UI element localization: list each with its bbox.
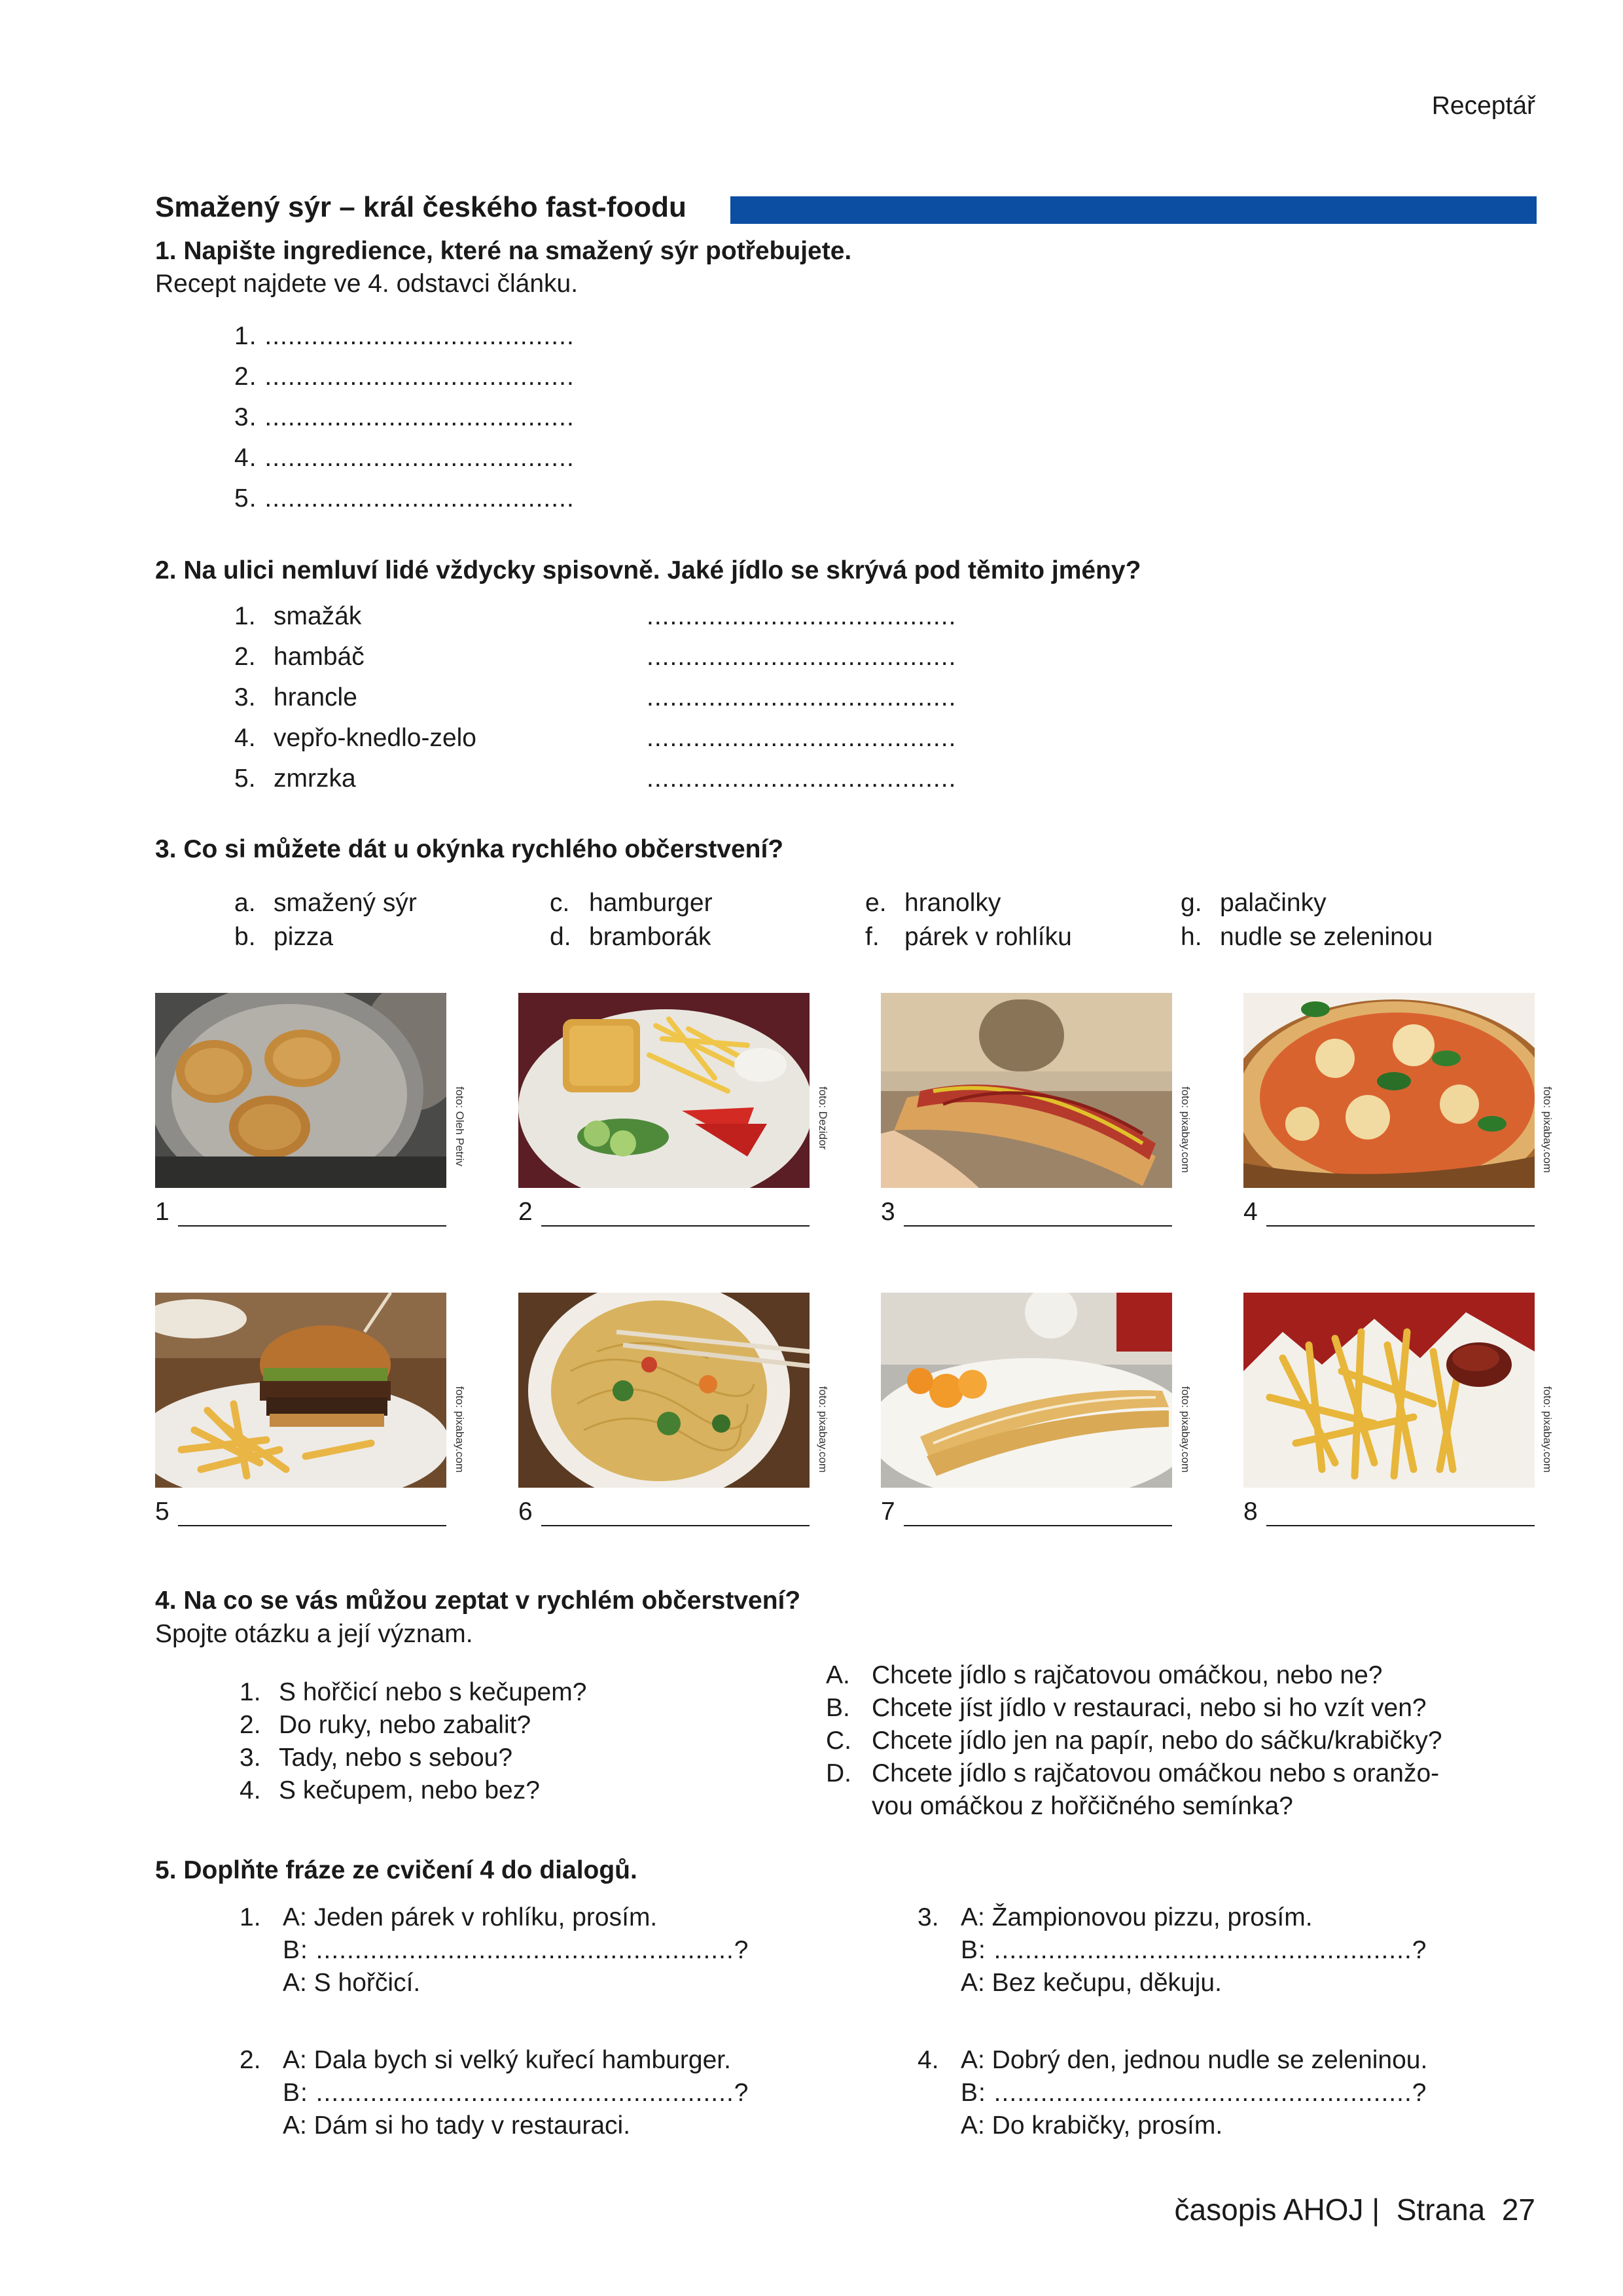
ex1-blank-line[interactable]: 2. ........................................ — [234, 363, 575, 391]
ex2-answer-blank[interactable]: ........................................ — [647, 683, 957, 711]
dialog-line-a: A: Bez kečupu, děkuju. — [961, 1969, 1222, 1997]
photo-answer-line[interactable] — [904, 1225, 1172, 1227]
ex1-blank-line[interactable]: 4. ........................................ — [234, 444, 575, 472]
ex2-item-number: 4. — [234, 724, 256, 752]
ex4-heading: 4. Na co se vás můžou zeptat v rychlém občerstvení? — [155, 1587, 801, 1615]
ex3-heading: 3. Co si můžete dát u okýnka rychlého občerstvení? — [155, 835, 784, 863]
option-text: hranolky — [904, 889, 1001, 917]
option-text: hamburger — [589, 889, 713, 917]
dialog-line-b-blank[interactable]: B: ......................................................? — [961, 2079, 1427, 2107]
option-letter: g. — [1181, 889, 1202, 917]
ex4-subheading: Spojte otázku a její význam. — [155, 1620, 473, 1648]
ex2-slang-word: hrancle — [274, 683, 357, 711]
ex2-item-number: 3. — [234, 683, 256, 711]
question-number: 4. — [240, 1776, 261, 1804]
pancakes-photo — [881, 1293, 1172, 1488]
photo-credit: foto: pixabay.com — [454, 1386, 466, 1473]
photo-answer-line[interactable] — [541, 1225, 810, 1227]
title-accent-bar — [730, 196, 1537, 224]
photo-number: 3 — [881, 1198, 895, 1226]
noodles-photo — [518, 1293, 810, 1488]
photo-answer-line[interactable] — [178, 1225, 446, 1227]
dialog-line-a: A: Dala bych si velký kuřecí hamburger. — [283, 2046, 731, 2074]
dialog-number: 3. — [918, 1903, 939, 1931]
answer-text: Chcete jíst jídlo v restauraci, nebo si ho vzít ven? — [872, 1694, 1427, 1722]
running-header: Receptář — [1431, 92, 1535, 120]
question-text: S kečupem, nebo bez? — [279, 1776, 540, 1804]
option-text: bramborák — [589, 923, 711, 951]
option-letter: e. — [865, 889, 887, 917]
dialog-line-b-blank[interactable]: B: ......................................................? — [283, 1936, 749, 1964]
ex2-answer-blank[interactable]: ........................................ — [647, 764, 957, 793]
ex2-answer-blank[interactable]: ........................................ — [647, 602, 957, 630]
page-title: Smažený sýr – král českého fast-foodu — [155, 191, 687, 223]
photo-number: 1 — [155, 1198, 169, 1226]
page-footer: časopis AHOJ | Strana 27 — [1174, 2193, 1535, 2227]
photo-answer-line[interactable] — [541, 1525, 810, 1526]
question-text: Tady, nebo s sebou? — [279, 1744, 513, 1772]
dialog-number: 1. — [240, 1903, 261, 1931]
photo-credit: foto: pixabay.com — [1179, 1386, 1192, 1473]
question-number: 2. — [240, 1711, 261, 1739]
ex2-slang-word: hambáč — [274, 643, 365, 671]
photo-credit: foto: pixabay.com — [1541, 1386, 1554, 1473]
photo-credit: foto: pixabay.com — [1179, 1086, 1192, 1173]
dialog-line-a: A: Žampionovou pizzu, prosím. — [961, 1903, 1313, 1931]
ex1-blank-line[interactable]: 1. ........................................ — [234, 322, 575, 350]
option-letter: d. — [550, 923, 571, 951]
question-number: 1. — [240, 1678, 261, 1706]
question-number: 3. — [240, 1744, 261, 1772]
option-letter: c. — [550, 889, 570, 917]
ex2-item-number: 5. — [234, 764, 256, 793]
answer-text: vou omáčkou z hořčičného semínka? — [872, 1792, 1293, 1820]
fried-cheese-photo — [518, 993, 810, 1188]
dialog-line-b-blank[interactable]: B: ......................................................? — [283, 2079, 749, 2107]
question-text: S hořčicí nebo s kečupem? — [279, 1678, 587, 1706]
option-letter: b. — [234, 923, 256, 951]
photo-credit: foto: pixabay.com — [817, 1386, 829, 1473]
photo-number: 4 — [1243, 1198, 1258, 1226]
answer-letter: C. — [826, 1727, 851, 1755]
ex1-subheading: Recept najdete ve 4. odstavci článku. — [155, 270, 579, 298]
option-text: palačinky — [1220, 889, 1327, 917]
photo-credit: foto: pixabay.com — [1541, 1086, 1554, 1173]
dialog-line-b-blank[interactable]: B: ......................................................? — [961, 1936, 1427, 1964]
dialog-number: 4. — [918, 2046, 939, 2074]
photo-answer-line[interactable] — [178, 1525, 446, 1526]
ex1-blank-line[interactable]: 5. ........................................ — [234, 484, 575, 512]
dialog-line-a: A: Dám si ho tady v restauraci. — [283, 2111, 631, 2140]
ex2-slang-word: smažák — [274, 602, 362, 630]
option-text: pizza — [274, 923, 334, 951]
potato-pancakes-photo — [155, 993, 446, 1188]
dialog-line-a: A: S hořčicí. — [283, 1969, 421, 1997]
ex2-slang-word: vepřo-knedlo-zelo — [274, 724, 477, 752]
dialog-line-a: A: Do krabičky, prosím. — [961, 2111, 1223, 2140]
photo-number: 7 — [881, 1498, 895, 1526]
answer-text: Chcete jídlo s rajčatovou omáčkou, nebo ne? — [872, 1661, 1383, 1689]
ex2-slang-word: zmrzka — [274, 764, 356, 793]
dialog-line-a: A: Jeden párek v rohlíku, prosím. — [283, 1903, 658, 1931]
hot-dog-photo — [881, 993, 1172, 1188]
photo-number: 6 — [518, 1498, 533, 1526]
answer-text: Chcete jídlo jen na papír, nebo do sáčku/krabičky? — [872, 1727, 1442, 1755]
photo-credit: foto: Oleh Petriv — [454, 1086, 466, 1166]
french-fries-photo — [1243, 1293, 1535, 1488]
option-text: nudle se zeleninou — [1220, 923, 1433, 951]
photo-answer-line[interactable] — [1266, 1225, 1535, 1227]
ex5-heading: 5. Doplňte fráze ze cvičení 4 do dialogů. — [155, 1856, 637, 1884]
pizza-photo — [1243, 993, 1535, 1188]
photo-number: 8 — [1243, 1498, 1258, 1526]
photo-answer-line[interactable] — [1266, 1525, 1535, 1526]
ex2-answer-blank[interactable]: ........................................ — [647, 724, 957, 752]
answer-text: Chcete jídlo s rajčatovou omáčkou nebo s oranžo- — [872, 1759, 1440, 1787]
question-text: Do ruky, nebo zabalit? — [279, 1711, 531, 1739]
ex1-blank-line[interactable]: 3. ........................................ — [234, 403, 575, 431]
hamburger-photo — [155, 1293, 446, 1488]
option-letter: h. — [1181, 923, 1202, 951]
ex2-item-number: 1. — [234, 602, 256, 630]
ex2-answer-blank[interactable]: ........................................ — [647, 643, 957, 671]
ex1-heading: 1. Napište ingredience, které na smažený sýr potřebujete. — [155, 237, 852, 265]
photo-number: 2 — [518, 1198, 533, 1226]
option-letter: a. — [234, 889, 256, 917]
option-text: smažený sýr — [274, 889, 417, 917]
ex2-heading: 2. Na ulici nemluví lidé vždycky spisovně. Jaké jídlo se skrývá pod těmito jmény? — [155, 556, 1141, 584]
answer-letter: A. — [826, 1661, 850, 1689]
photo-number: 5 — [155, 1498, 169, 1526]
photo-credit: foto: Dezidor — [817, 1086, 829, 1150]
ex2-item-number: 2. — [234, 643, 256, 671]
option-text: párek v rohlíku — [904, 923, 1072, 951]
answer-letter: B. — [826, 1694, 850, 1722]
dialog-number: 2. — [240, 2046, 261, 2074]
dialog-line-a: A: Dobrý den, jednou nudle se zeleninou. — [961, 2046, 1428, 2074]
answer-letter: D. — [826, 1759, 851, 1787]
option-letter: f. — [865, 923, 880, 951]
photo-answer-line[interactable] — [904, 1525, 1172, 1526]
